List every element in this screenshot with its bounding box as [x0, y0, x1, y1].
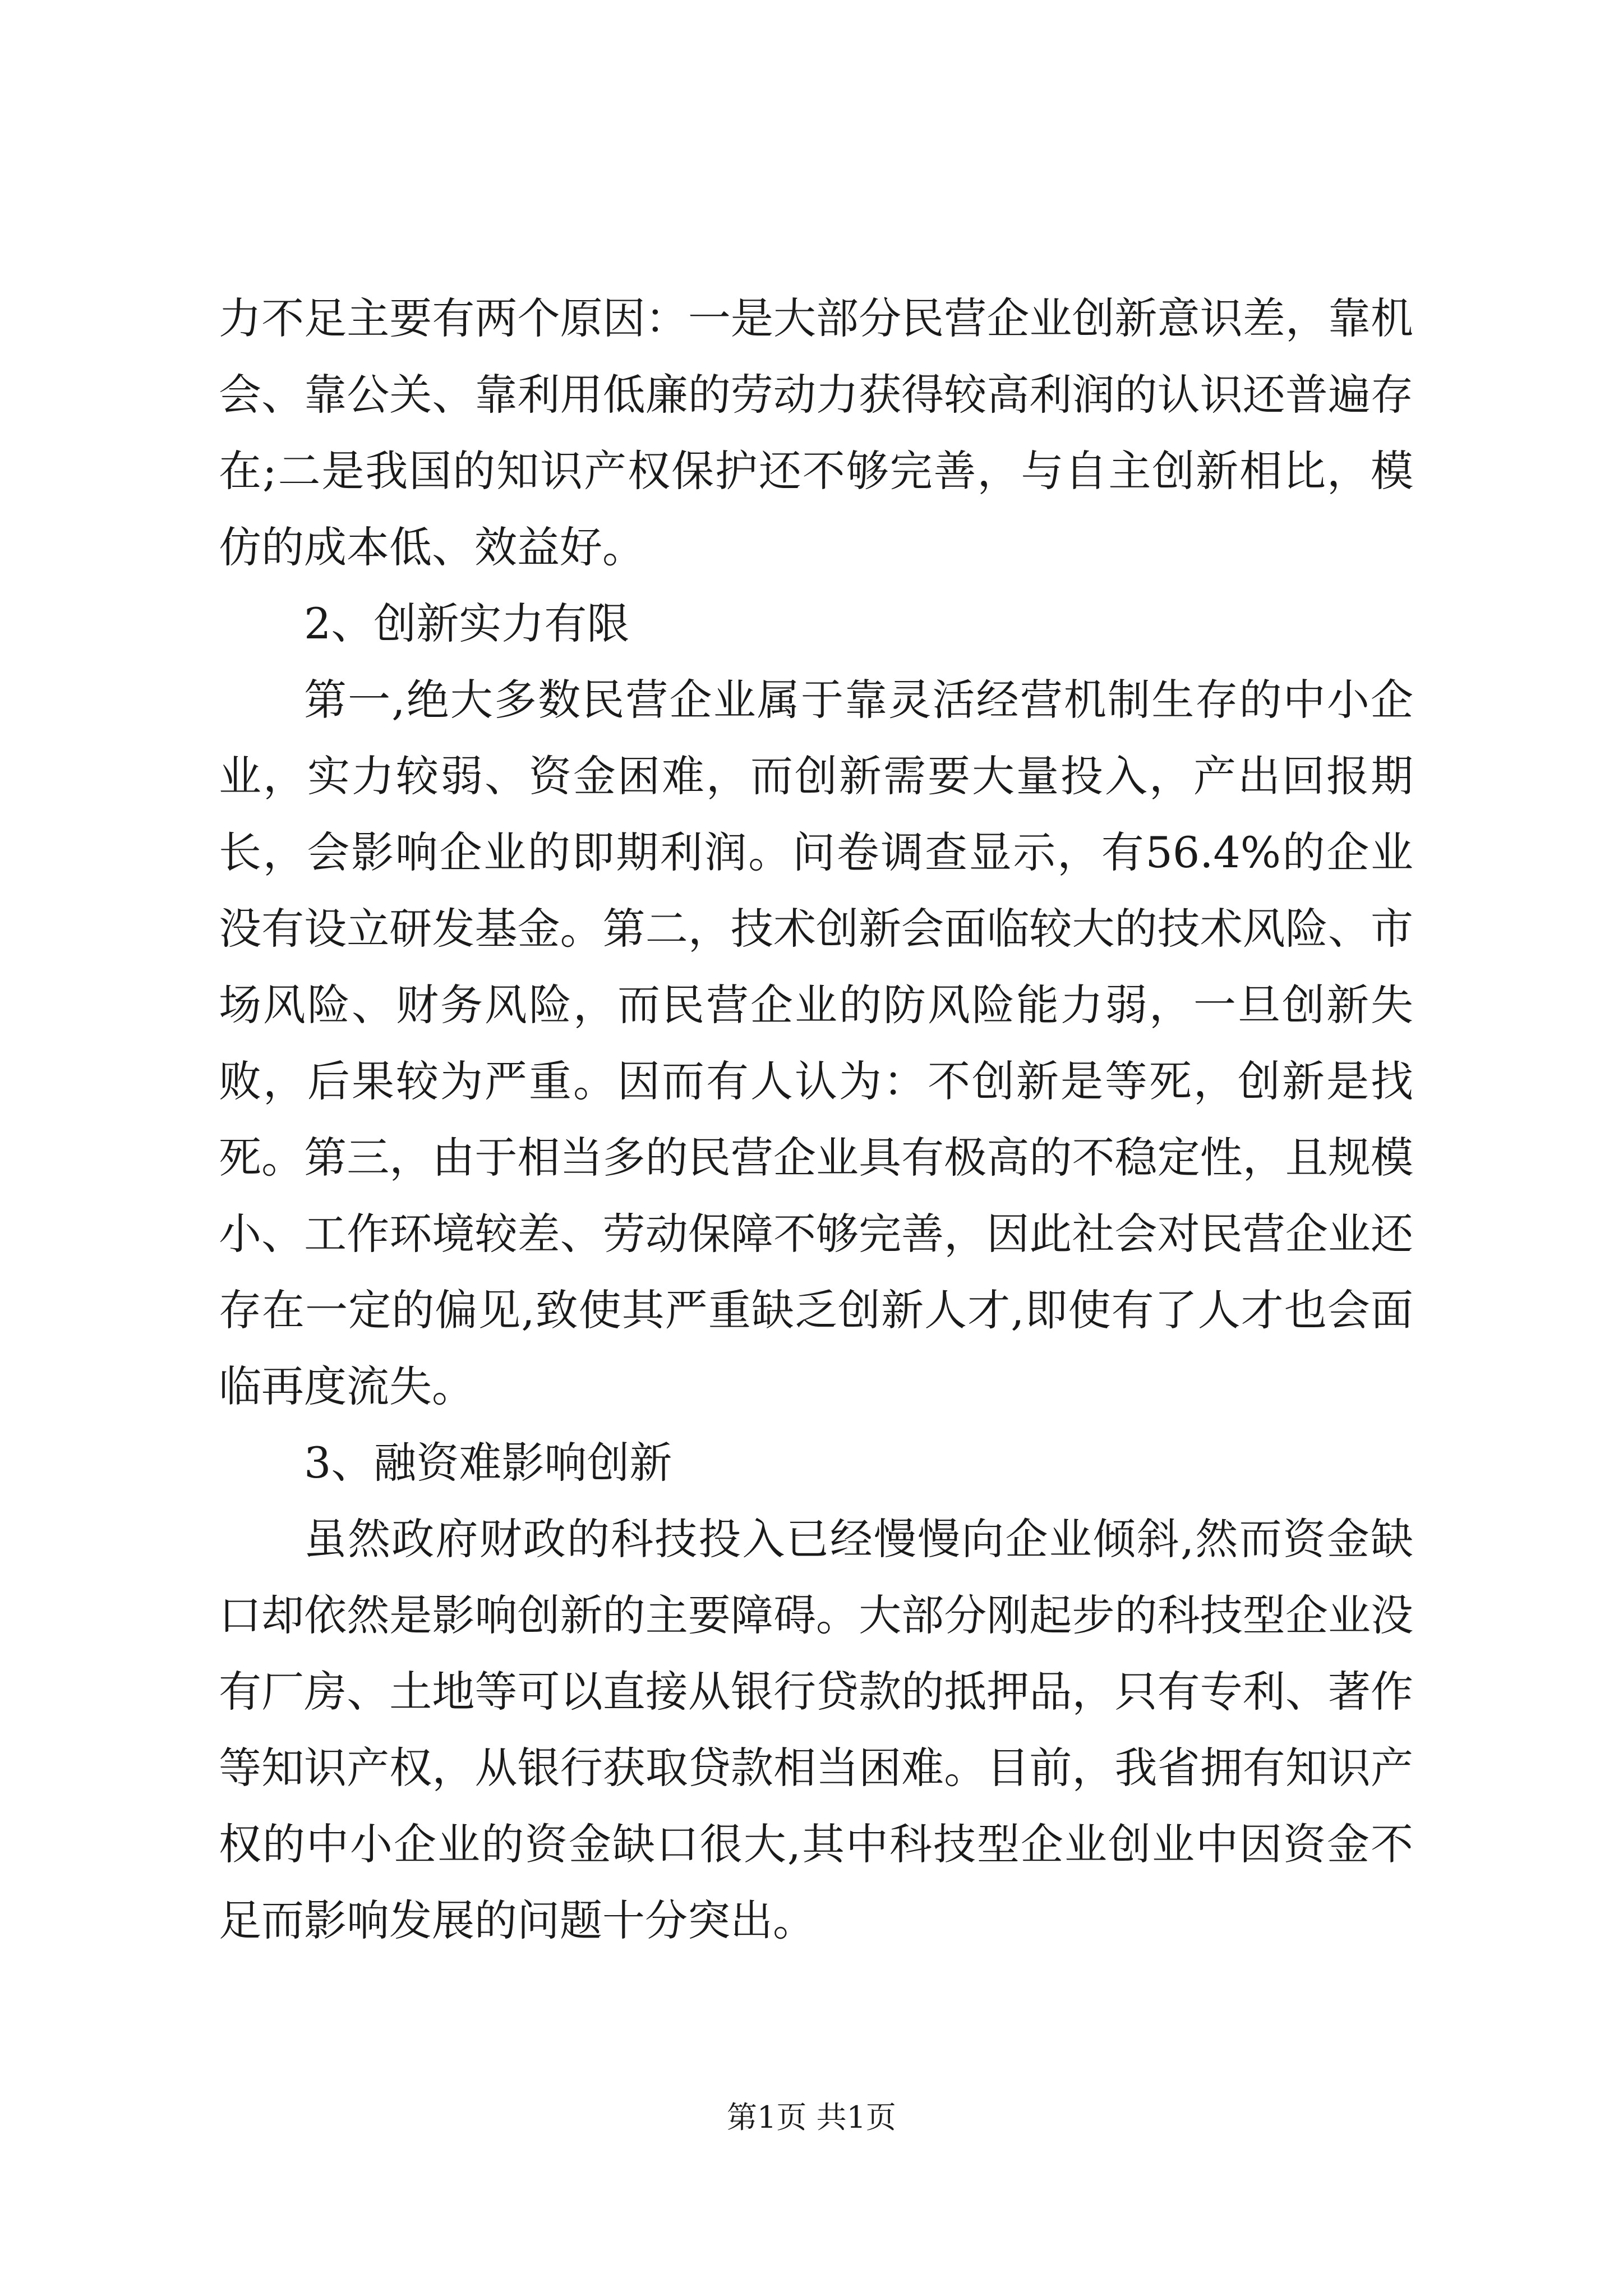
- section-heading-2: 2、创新实力有限: [304, 599, 630, 648]
- paragraph-2: 第一,绝大多数民营企业属于靠灵活经营机制生存的中小企业，实力较弱、资金困难，而创新需要大量投入，产出回报期长，会影响企业的即期利润。问卷调查显示，有56.4%的企业没有设立研发基金。第二，技术创新会面临较大的技术风险、市场风险、财务风险，而民营企业的防风险能力弱，一旦创新失败，后果较为严重。因而有人认为：不创新是等死，创新是找死。第三，由于相当多的民营企业具有极高的不稳定性，且规模小、工作环境较差、劳动保障不够完善，因此社会对民营企业还存在一定的偏见,致使其严重缺乏创新人才,即使有了人才也会面临再度流失。: [219, 675, 1413, 1411]
- section-heading-3: 3、融资难影响创新: [304, 1438, 672, 1488]
- paragraph-3: 虽然政府财政的科技投入已经慢慢向企业倾斜,然而资金缺口却依然是影响创新的主要障碍。大部分刚起步的科技型企业没有厂房、土地等可以直接从银行贷款的抵押品，只有专利、著作等知识产权，从银行获取贷款相当困难。目前，我省拥有知识产权的中小企业的资金缺口很大,其中科技型企业创业中因资金不足而影响发展的问题十分突出。: [219, 1514, 1413, 1945]
- page-footer: 第1页 共1页: [727, 2100, 896, 2135]
- document-body: [219, 280, 1413, 1959]
- paragraph-1: 力不足主要有两个原因：一是大部分民营企业创新意识差，靠机会、靠公关、靠利用低廉的劳动力获得较高利润的认识还普遍存在;二是我国的知识产权保护还不够完善，与自主创新相比，模仿的成本低、效益好。: [219, 293, 1413, 572]
